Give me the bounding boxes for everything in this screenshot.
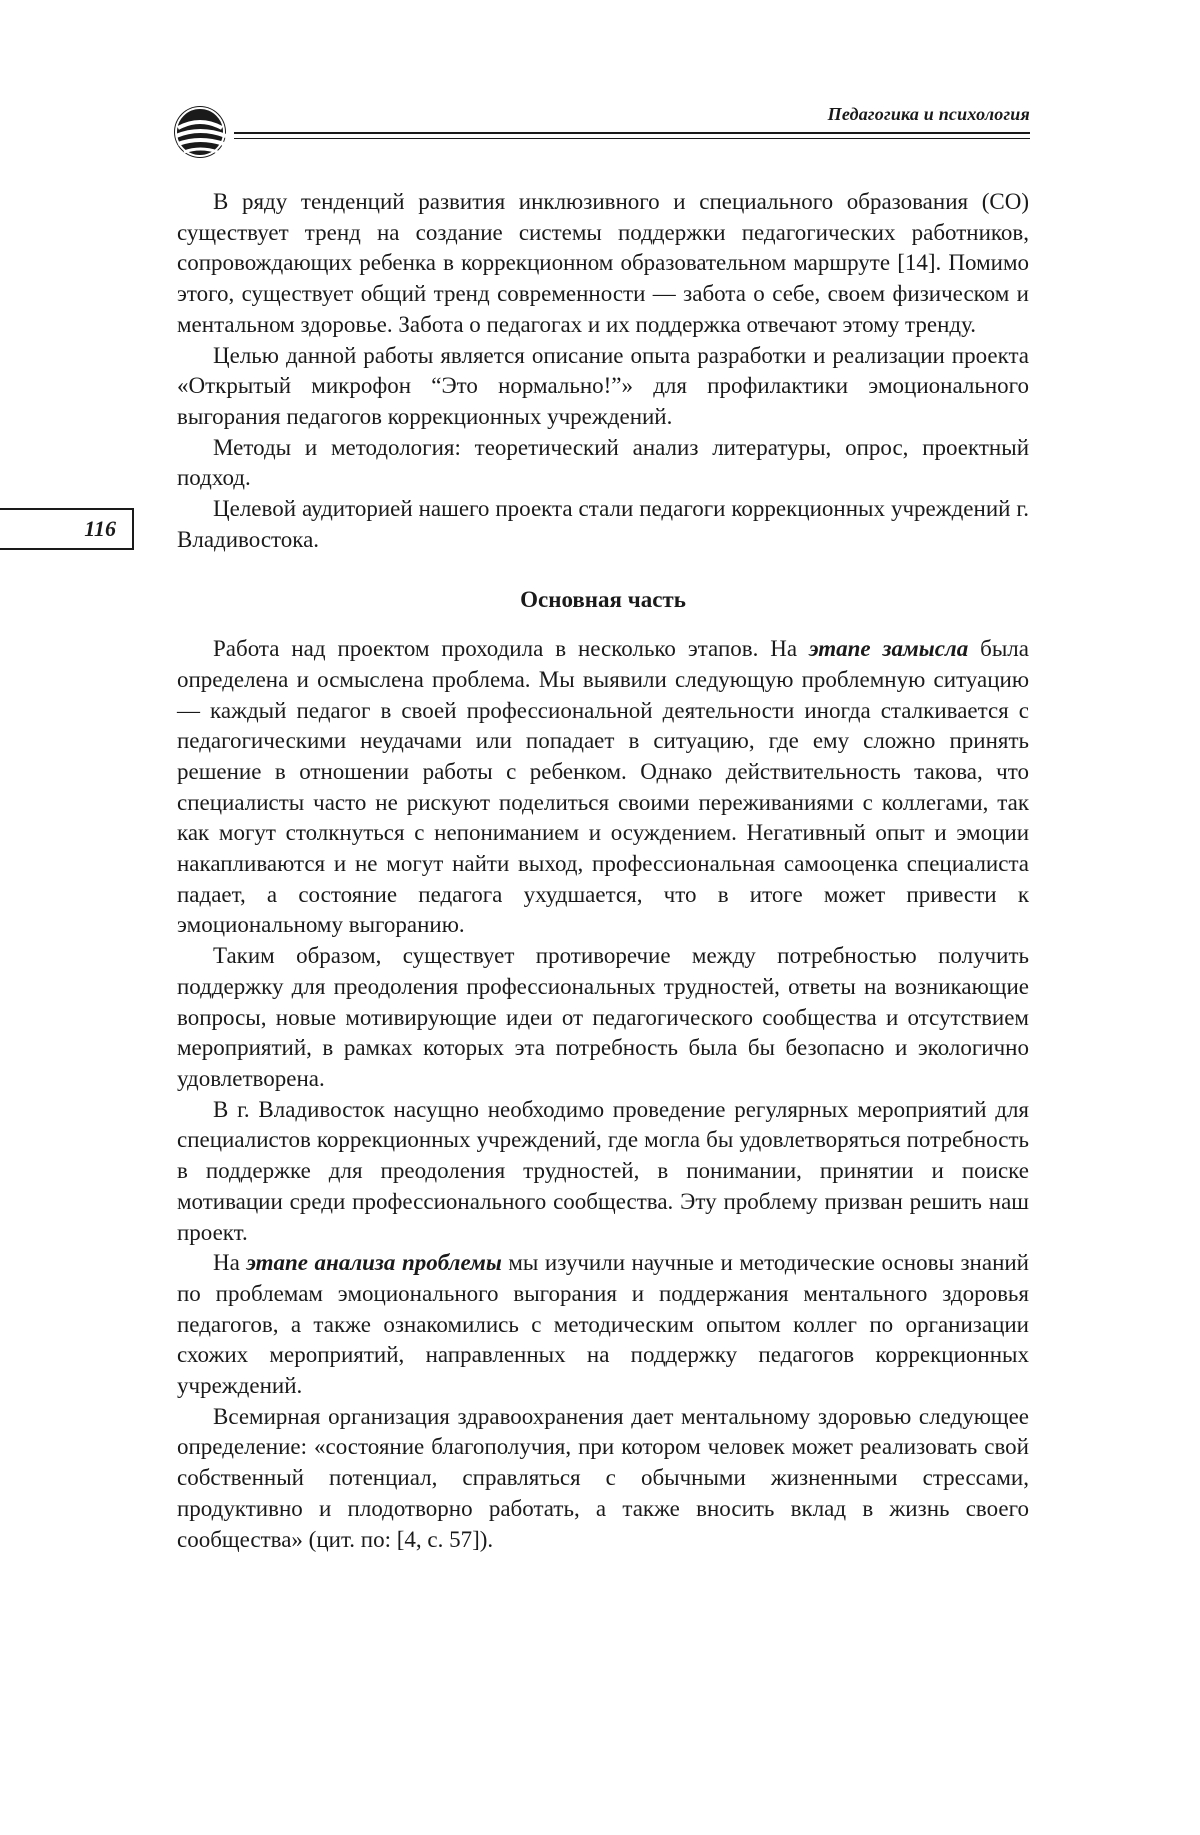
page-number-box (0, 508, 134, 550)
paragraph (177, 1248, 1029, 1402)
paragraph: Таким образом, существует противоречие между потребностью получить поддержку для преодоления профессиональных трудностей, ответы на возникающие вопросы, новые мотивирующие идеи от педагогического сообщества и отсутствием мероприятий, в рамках которых эта потребность была бы безопасно и экологично удовлетворена. (177, 943, 1029, 1091)
paragraph: Целевой аудиторией нашего проекта стали педагоги коррекционных учреждений г. Владивостока. (177, 496, 1029, 552)
paragraph-text: На (213, 1250, 247, 1276)
section-heading: Основная часть (520, 587, 686, 613)
paragraph-text: Работа над проектом проходила в несколько этапов. На (213, 636, 809, 662)
header-rule (234, 132, 1030, 134)
paragraph: Всемирная организация здравоохранения дает ментальному здоровью следующее определение: «состояние благополучия, при котором человек может реализовать свой собственный потенциал, справляться с обычными жизненными стрессами, продуктивно и плодотворно работать, а также вносить вклад в жизнь своего сообщества» (цит. по: [4, с. 57]). (177, 1403, 1029, 1552)
paragraph: В ряду тенденций развития инклюзивного и специального образования (СО) существует тренд на создание системы поддержки педагогических работников, сопровождающих ребенка в коррекционном образовательном маршруте [14]. Помимо этого, существует общий тренд современности — забота о себе, своем физическом и ментальном здоровье. Забота о педагогах и их поддержка отвечают этому тренду. (177, 189, 1029, 337)
emphasis-text: этапе замысла (809, 636, 969, 662)
paragraph: Целью данной работы является описание опыта разработки и реализации проекта «Открытый микрофон “Это нормально!”» для профилактики эмоционального выгорания педагогов коррекционных учреждений. (177, 342, 1029, 429)
paragraph: В г. Владивосток насущно необходимо проведение регулярных мероприятий для специалистов коррекционных учреждений, где могла бы удовлетворяться потребность в поддержке для преодоления трудностей, в понимании, принятии и поиске мотивации среди профессионального сообщества. Эту проблему призван решить наш проект. (177, 1096, 1029, 1245)
journal-section-title: Педагогика и психология (827, 104, 1030, 124)
paragraph (177, 634, 1029, 941)
journal-logo-icon (172, 102, 236, 166)
article-body (177, 187, 1029, 1555)
page-number: 116 (84, 516, 116, 541)
paragraph-text: была определена и осмыслена проблема. Мы выявили следующую проблемную ситуацию — каждый педагог в своей профессиональной деятельности иногда сталкивается с педагогическими неудачами или попадает в ситуацию, где ему сложно принять решение в отношении работы с ребенком. Однако действительность такова, что специалисты часто не рискуют поделиться своими переживаниями с коллегами, так как могут столкнуться с непониманием и осуждением. Негативный опыт и эмоции накапливаются и не могут найти выход, профессиональная самооценка специалиста падает, а состояние педагога ухудшается, что в итоге может привести к эмоциональному выгоранию. (177, 636, 1029, 938)
header-rule-thin (234, 138, 1030, 139)
paragraph-text: мы изучили научные и методические основы знаний по проблемам эмоционального выгорания и поддержания ментального здоровья педагогов, а также ознакомились с методическим опытом коллег по организации схожих мероприятий, направленных на поддержку педагогов коррекционных учреждений. (177, 1250, 1029, 1399)
paragraph: Методы и методология: теоретический анализ литературы, опрос, проектный подход. (177, 434, 1029, 491)
running-header (172, 96, 1030, 160)
emphasis-text: этапе анализа проблемы (246, 1250, 502, 1276)
